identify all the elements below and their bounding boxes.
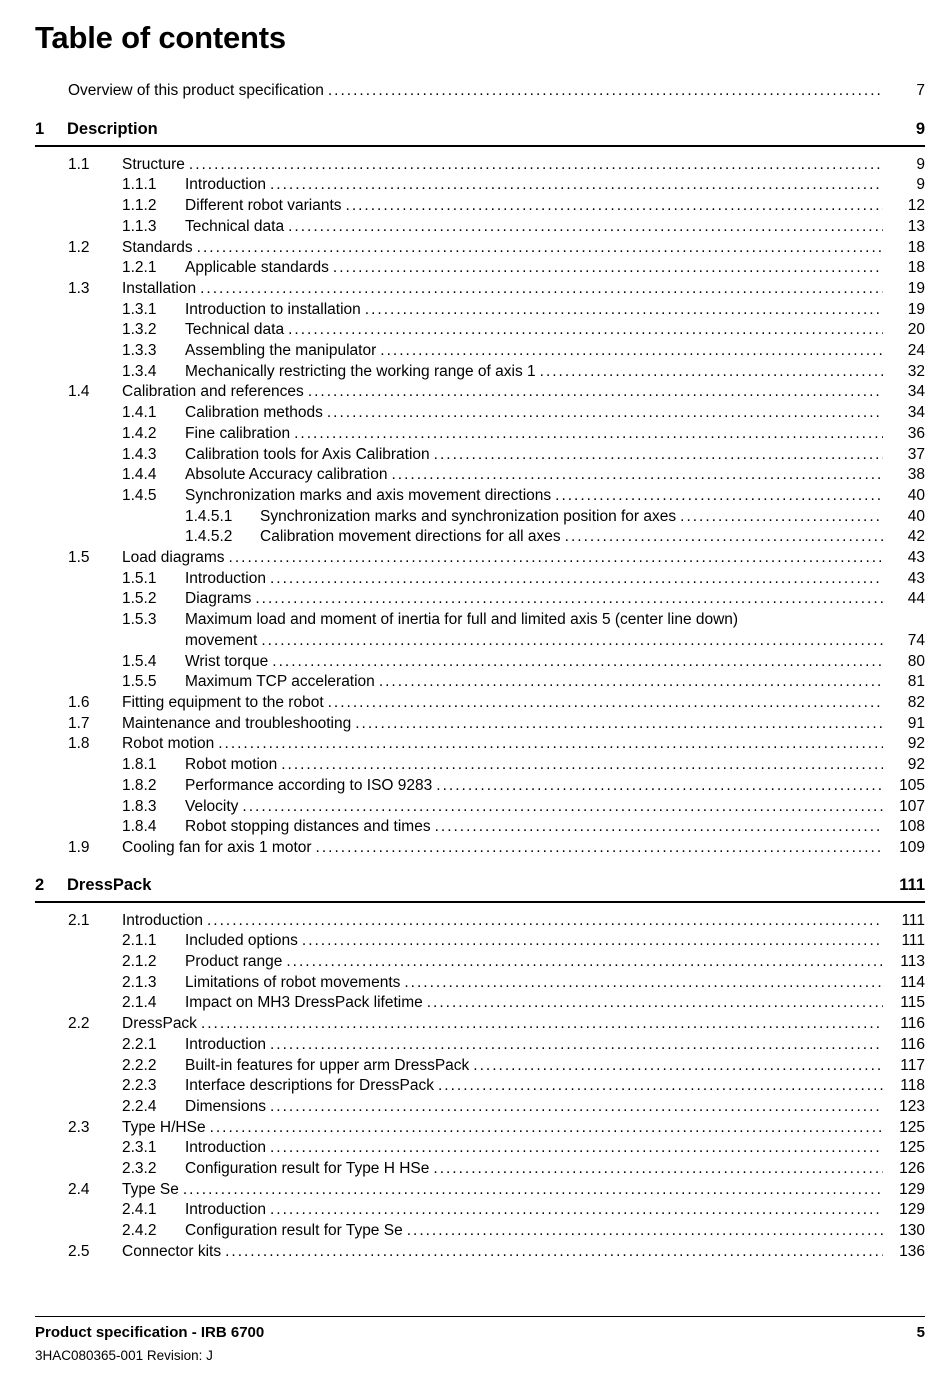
toc-entry-leader-dots [407,1221,883,1242]
toc-entry-number: 2.4 [68,1180,90,1198]
toc-entry-page-number: 32 [907,362,925,380]
toc-entry-title: Interface descriptions for DressPack [185,1077,434,1095]
toc-entry-page-number: 37 [907,445,925,463]
toc-entry-title: Type H/HSe [122,1118,206,1136]
toc-entry [35,1118,925,1139]
toc-entry-page-number: 19 [907,279,925,297]
toc-entry-title: Diagrams [185,590,252,608]
toc-chapter-page-number: 9 [915,119,925,138]
toc-entry-title: Load diagrams [122,549,225,567]
toc-entry-number: 1.4.4 [122,466,157,484]
toc-entry-number: 2.3 [68,1118,90,1136]
toc-entry-leader-dots [346,196,883,217]
toc-entry-page-number: 34 [907,404,925,422]
toc-entry-leader-dots [308,382,883,403]
toc-entry-title: Wrist torque [185,652,269,670]
toc-entry-title: Impact on MH3 DressPack lifetime [185,994,423,1012]
toc-entry-title: Assembling the manipulator [185,342,377,360]
toc-entry-leader-dots [270,1138,883,1159]
toc-entry-number: 2.4.1 [122,1201,157,1219]
toc-entry-leader-dots [540,362,883,383]
toc-entry-number: 1.5.2 [122,590,157,608]
toc-entry-leader-dots [365,300,883,321]
toc-entry-number: 2.5 [68,1242,90,1260]
toc-entry-leader-dots [200,279,883,300]
toc-entry [35,507,925,528]
toc-entry-title: Robot motion [185,756,278,774]
toc-entry-leader-dots [210,1118,883,1139]
toc-entry-leader-dots [294,424,883,445]
toc-entry-page-number: 109 [899,838,925,856]
toc-entry-page-number: 9 [916,176,925,194]
toc-entry-title: Built-in features for upper arm DressPack [185,1056,470,1074]
toc-entry-title: Calibration tools for Axis Calibration [185,445,430,463]
toc-entry-title: Dimensions [185,1097,266,1115]
toc-entry-page-number: 13 [907,217,925,235]
toc-entry-leader-dots [435,817,883,838]
toc-entry-number: 2.3.1 [122,1139,157,1157]
toc-entry-leader-dots [379,672,883,693]
toc-entry-page-number: 116 [900,1015,925,1033]
toc-entry-number: 1.3.1 [122,300,157,318]
toc-entry-page-number: 24 [907,342,925,360]
toc-entry-number: 1.5.1 [122,569,157,587]
toc-entry-title: Robot stopping distances and times [185,818,431,836]
toc-chapter-number: 2 [35,875,45,894]
toc-entry-title: Connector kits [122,1242,222,1260]
toc-entry [35,993,925,1014]
toc-entry-number: 2.2.4 [122,1097,157,1115]
toc-entry [35,797,925,818]
toc-entry-title: Technical data [185,217,285,235]
toc-entry-number: 1.4.2 [122,424,157,442]
toc-entry-title: Synchronization marks and axis movement directions [185,486,552,504]
toc-entry-number: 2.1.2 [122,953,157,971]
toc-entry-page-number: 18 [907,259,925,277]
footer-page-number: 5 [916,1324,925,1341]
toc-entry-page-number: 91 [907,714,925,732]
toc-entry [35,973,925,994]
toc-entry-page-number: 123 [899,1097,925,1115]
toc-entry-leader-dots [328,81,883,102]
toc-entry-page-number: 114 [900,973,925,991]
toc-entry [35,755,925,776]
toc-entry-title: Absolute Accuracy calibration [185,466,388,484]
toc-entry [35,424,925,445]
toc-entry-title: movement [185,631,258,649]
toc-entry-leader-dots [404,973,883,994]
toc-entry-title: Maintenance and troubleshooting [122,714,352,732]
toc-entry-title: Type Se [122,1180,179,1198]
toc-entry [35,931,925,952]
toc-entry-leader-dots [433,1159,883,1180]
toc-entry-title: Fine calibration [185,424,291,442]
toc-entry-page-number: 43 [907,569,925,587]
toc-entry-title: Configuration result for Type Se [185,1222,403,1240]
toc-entry-number: 1.1 [68,155,90,173]
toc-entry-title: Maximum TCP acceleration [185,673,375,691]
toc-chapter-number: 1 [35,119,45,138]
toc-entry-page-number: 82 [907,693,925,711]
toc-entry [35,279,925,300]
toc-entry-leader-dots [427,993,883,1014]
toc-entry [35,1076,925,1097]
toc-entry-leader-dots [272,652,883,673]
toc-entry-number: 1.5 [68,549,90,567]
toc-entry-page-number: 118 [900,1077,925,1095]
toc-entry-number: 2.2.3 [122,1077,157,1095]
toc-entry [35,776,925,797]
toc-entry [35,1056,925,1077]
toc-entry-leader-dots [327,403,883,424]
table-of-contents [35,81,925,1263]
toc-entry [35,300,925,321]
page-footer [35,1316,925,1364]
toc-entry [35,465,925,486]
toc-entry-leader-dots [355,714,883,735]
toc-entry-leader-dots [288,320,883,341]
toc-entry-number: 1.1.3 [122,217,157,235]
toc-entry-leader-dots [242,797,883,818]
toc-entry [35,589,925,610]
toc-entry-number: 1.8.2 [122,776,157,794]
toc-entry-number: 2.4.2 [122,1222,157,1240]
toc-entry-page-number: 40 [907,507,925,525]
toc-entry-number: 1.2.1 [122,259,157,277]
toc-entry-leader-dots [473,1056,883,1077]
toc-entry-page-number: 80 [907,652,925,670]
toc-entry-page-number: 111 [901,932,925,950]
toc-entry-title: Introduction [185,1139,266,1157]
toc-entry [35,1200,925,1221]
toc-entry-title: Synchronization marks and synchronization position for axes [260,507,677,525]
toc-entry-number: 1.8.4 [122,818,157,836]
toc-entry-page-number: 130 [899,1222,925,1240]
toc-entry-title: Velocity [185,797,239,815]
toc-entry-title: Robot motion [122,735,215,753]
toc-entry-page-number: 129 [899,1201,925,1219]
toc-entry-title: Fitting equipment to the robot [122,693,324,711]
toc-entry-page-number: 92 [907,756,925,774]
toc-entry-title: Introduction [122,911,203,929]
toc-entry-page-number: 105 [899,776,925,794]
toc-entry [35,952,925,973]
toc-entry [35,341,925,362]
toc-entry [35,1035,925,1056]
toc-entry-leader-dots [391,465,883,486]
toc-entry [35,1097,925,1118]
toc-entry-number: 1.4.5.2 [185,528,233,546]
toc-entry-number: 2.1.4 [122,994,157,1012]
toc-entry-number: 2.1.3 [122,973,157,991]
document-page-content [35,0,925,1263]
toc-entry-page-number: 18 [907,238,925,256]
toc-entry-leader-dots [270,175,883,196]
toc-entry-page-number: 126 [899,1160,925,1178]
toc-entry-leader-dots [270,569,883,590]
toc-entry-page-number: 136 [899,1242,925,1260]
toc-entry-page-number: 81 [907,673,925,691]
toc-entry-title: Introduction [185,1035,266,1053]
toc-entry-leader-dots [286,952,883,973]
toc-chapter-title: Description [67,119,158,138]
toc-entry-number: 1.4.5 [122,486,157,504]
toc-entry [35,1242,925,1263]
toc-entry-number: 1.8.1 [122,756,157,774]
toc-entry-title: Product range [185,953,283,971]
toc-entry-page-number: 111 [901,911,925,929]
toc-entry-title: Configuration result for Type H HSe [185,1160,430,1178]
toc-entry-title: Different robot variants [185,197,342,215]
toc-entry-leader-dots [197,238,883,259]
toc-entry-number: 1.3 [68,279,90,297]
toc-entry-page-number: 34 [907,383,925,401]
toc-entry-page-number: 107 [899,797,925,815]
toc-entry-number: 1.3.4 [122,362,157,380]
toc-entry [35,196,925,217]
toc-entry-title: Included options [185,932,298,950]
toc-entry [35,672,925,693]
toc-entry-number: 1.3.2 [122,321,157,339]
toc-entry-page-number: 113 [900,953,925,971]
toc-entry-title: Maximum load and moment of inertia for full and limited axis 5 (center line down) [185,611,739,629]
toc-entry [35,714,925,735]
toc-entry [35,217,925,238]
toc-entry-number: 2.2.1 [122,1035,157,1053]
toc-entry-number: 1.2 [68,238,90,256]
toc-entry-title: Calibration methods [185,404,323,422]
toc-entry-title: Overview of this product specification [68,82,324,99]
footer-line-1 [35,1324,925,1342]
toc-entry [35,445,925,466]
toc-entry-leader-dots [380,341,883,362]
toc-entry [35,1221,925,1242]
toc-entry-number: 1.4.5.1 [185,507,233,525]
toc-entry-page-number: 42 [907,528,925,546]
toc-chapter-title: DressPack [67,875,152,894]
toc-entry-number: 1.6 [68,693,90,711]
toc-entry-page-number: 125 [899,1118,925,1136]
toc-entry-number: 2.1.1 [122,932,157,950]
footer-doc-id: 3HAC080365-001 Revision: J [35,1348,213,1363]
toc-entry-title: Calibration movement directions for all axes [260,528,561,546]
toc-entry-page-number: 108 [899,818,925,836]
toc-entry-leader-dots [436,776,883,797]
toc-entry-title: Introduction to installation [185,300,361,318]
toc-entry-title: Performance according to ISO 9283 [185,776,433,794]
toc-entry-title: Introduction [185,176,266,194]
toc-entry [35,527,925,548]
toc-entry-page-number: 117 [900,1056,925,1074]
toc-entry-leader-dots [281,755,883,776]
toc-entry-leader-dots [333,258,883,279]
toc-entry-number: 1.8.3 [122,797,157,815]
toc-entry-title: Introduction [185,569,266,587]
toc-entry-number: 2.2.2 [122,1056,157,1074]
toc-entry-number: 1.3.3 [122,342,157,360]
toc-entry-page-number: 43 [907,549,925,567]
toc-entry-leader-dots [201,1014,883,1035]
footer-doc-title: Product specification - IRB 6700 [35,1324,265,1341]
toc-entry-page-number: 115 [900,994,925,1012]
toc-entry [35,1180,925,1201]
toc-entry [35,238,925,259]
toc-entry-leader-dots [302,931,883,952]
toc-entry-title: Structure [122,155,185,173]
toc-entry-number: 1.9 [68,838,90,856]
toc-entry-leader-dots [229,548,883,569]
toc-entry-title: Mechanically restricting the working range of axis 1 [185,362,536,380]
toc-entry-leader-dots [255,589,883,610]
toc-entry [35,911,925,932]
toc-entry [35,1159,925,1180]
toc-entry [35,1014,925,1035]
toc-chapter-entries [35,155,925,859]
toc-entry-number: 1.5.5 [122,673,157,691]
toc-entry [35,652,925,673]
toc-entry [35,693,925,714]
toc-chapter-header [35,875,925,903]
toc-entry-title: DressPack [122,1015,197,1033]
toc-entry-number: 1.4.3 [122,445,157,463]
toc-entry-page-number: 20 [907,321,925,339]
toc-entry-page-number: 116 [900,1035,925,1053]
toc-entry-number: 1.8 [68,735,90,753]
toc-entry-leader-dots [328,693,883,714]
toc-entry [35,838,925,859]
toc-entry-number: 1.1.1 [122,176,157,194]
toc-entry [35,1138,925,1159]
toc-entry-number: 2.2 [68,1015,90,1033]
toc-entry-leader-dots [261,631,883,652]
toc-entry [35,81,925,102]
page-title: Table of contents [35,20,286,55]
toc-entry-number: 1.4 [68,383,90,401]
toc-entry-page-number: 92 [907,735,925,753]
toc-entry-title: Technical data [185,321,285,339]
toc-entry-page-number: 36 [907,424,925,442]
toc-entry-leader-dots [555,486,883,507]
toc-entry [35,382,925,403]
toc-entry-leader-dots [270,1200,883,1221]
toc-entry [35,403,925,424]
toc-entry [35,548,925,569]
toc-entry-title: Installation [122,279,197,297]
toc-chapter-header [35,119,925,147]
toc-entry-page-number: 44 [907,590,925,608]
toc-entry-page-number: 129 [899,1180,925,1198]
toc-entry-leader-dots [438,1076,883,1097]
toc-entry-title: Applicable standards [185,259,329,277]
toc-entry-leader-dots [225,1242,883,1263]
toc-entry-page-number: 38 [907,466,925,484]
toc-entry-leader-dots [218,734,883,755]
toc-entry-title: Calibration and references [122,383,304,401]
toc-entry-number: 1.7 [68,714,90,732]
toc-entry-number: 1.5.3 [122,611,157,629]
toc-entry [35,155,925,176]
toc-entry-number: 1.4.1 [122,404,157,422]
toc-entry [35,258,925,279]
toc-entry-page-number: 9 [916,155,925,173]
toc-entry-page-number: 19 [907,300,925,318]
toc-entry-leader-dots [288,217,883,238]
toc-entry-page-number: 40 [907,486,925,504]
toc-entry-leader-dots [434,445,883,466]
toc-entry [35,175,925,196]
toc-chapter-page-number: 111 [899,875,925,894]
toc-entry-leader-dots [270,1097,883,1118]
toc-chapter-entries [35,911,925,1263]
toc-entry-title: Limitations of robot movements [185,973,401,991]
toc-entry [35,362,925,383]
toc-entry-leader-dots [183,1180,883,1201]
toc-entry [35,320,925,341]
toc-entry-number: 1.1.2 [122,197,157,215]
toc-entry-leader-dots [565,527,883,548]
toc-entry-leader-dots [189,155,883,176]
toc-entry-title: Cooling fan for axis 1 motor [122,838,312,856]
toc-entry [35,817,925,838]
toc-entry-number: 2.1 [68,911,90,929]
toc-entry-number: 2.3.2 [122,1160,157,1178]
toc-entry [35,734,925,755]
toc-entry-title: Standards [122,238,193,256]
toc-entry [35,631,925,652]
toc-entry [35,569,925,590]
toc-entry-title: Introduction [185,1201,266,1219]
toc-entry-page-number: 125 [899,1139,925,1157]
toc-entry [35,486,925,507]
toc-entry-number: 1.5.4 [122,652,157,670]
toc-entry-page-number: 7 [916,82,925,99]
toc-entry-leader-dots [680,507,883,528]
toc-entry-page-number: 12 [907,197,925,215]
toc-entry [35,610,925,631]
toc-entry-leader-dots [270,1035,883,1056]
toc-entry-leader-dots [207,911,883,932]
toc-entry-leader-dots [316,838,883,859]
toc-entry-page-number: 74 [907,631,925,649]
